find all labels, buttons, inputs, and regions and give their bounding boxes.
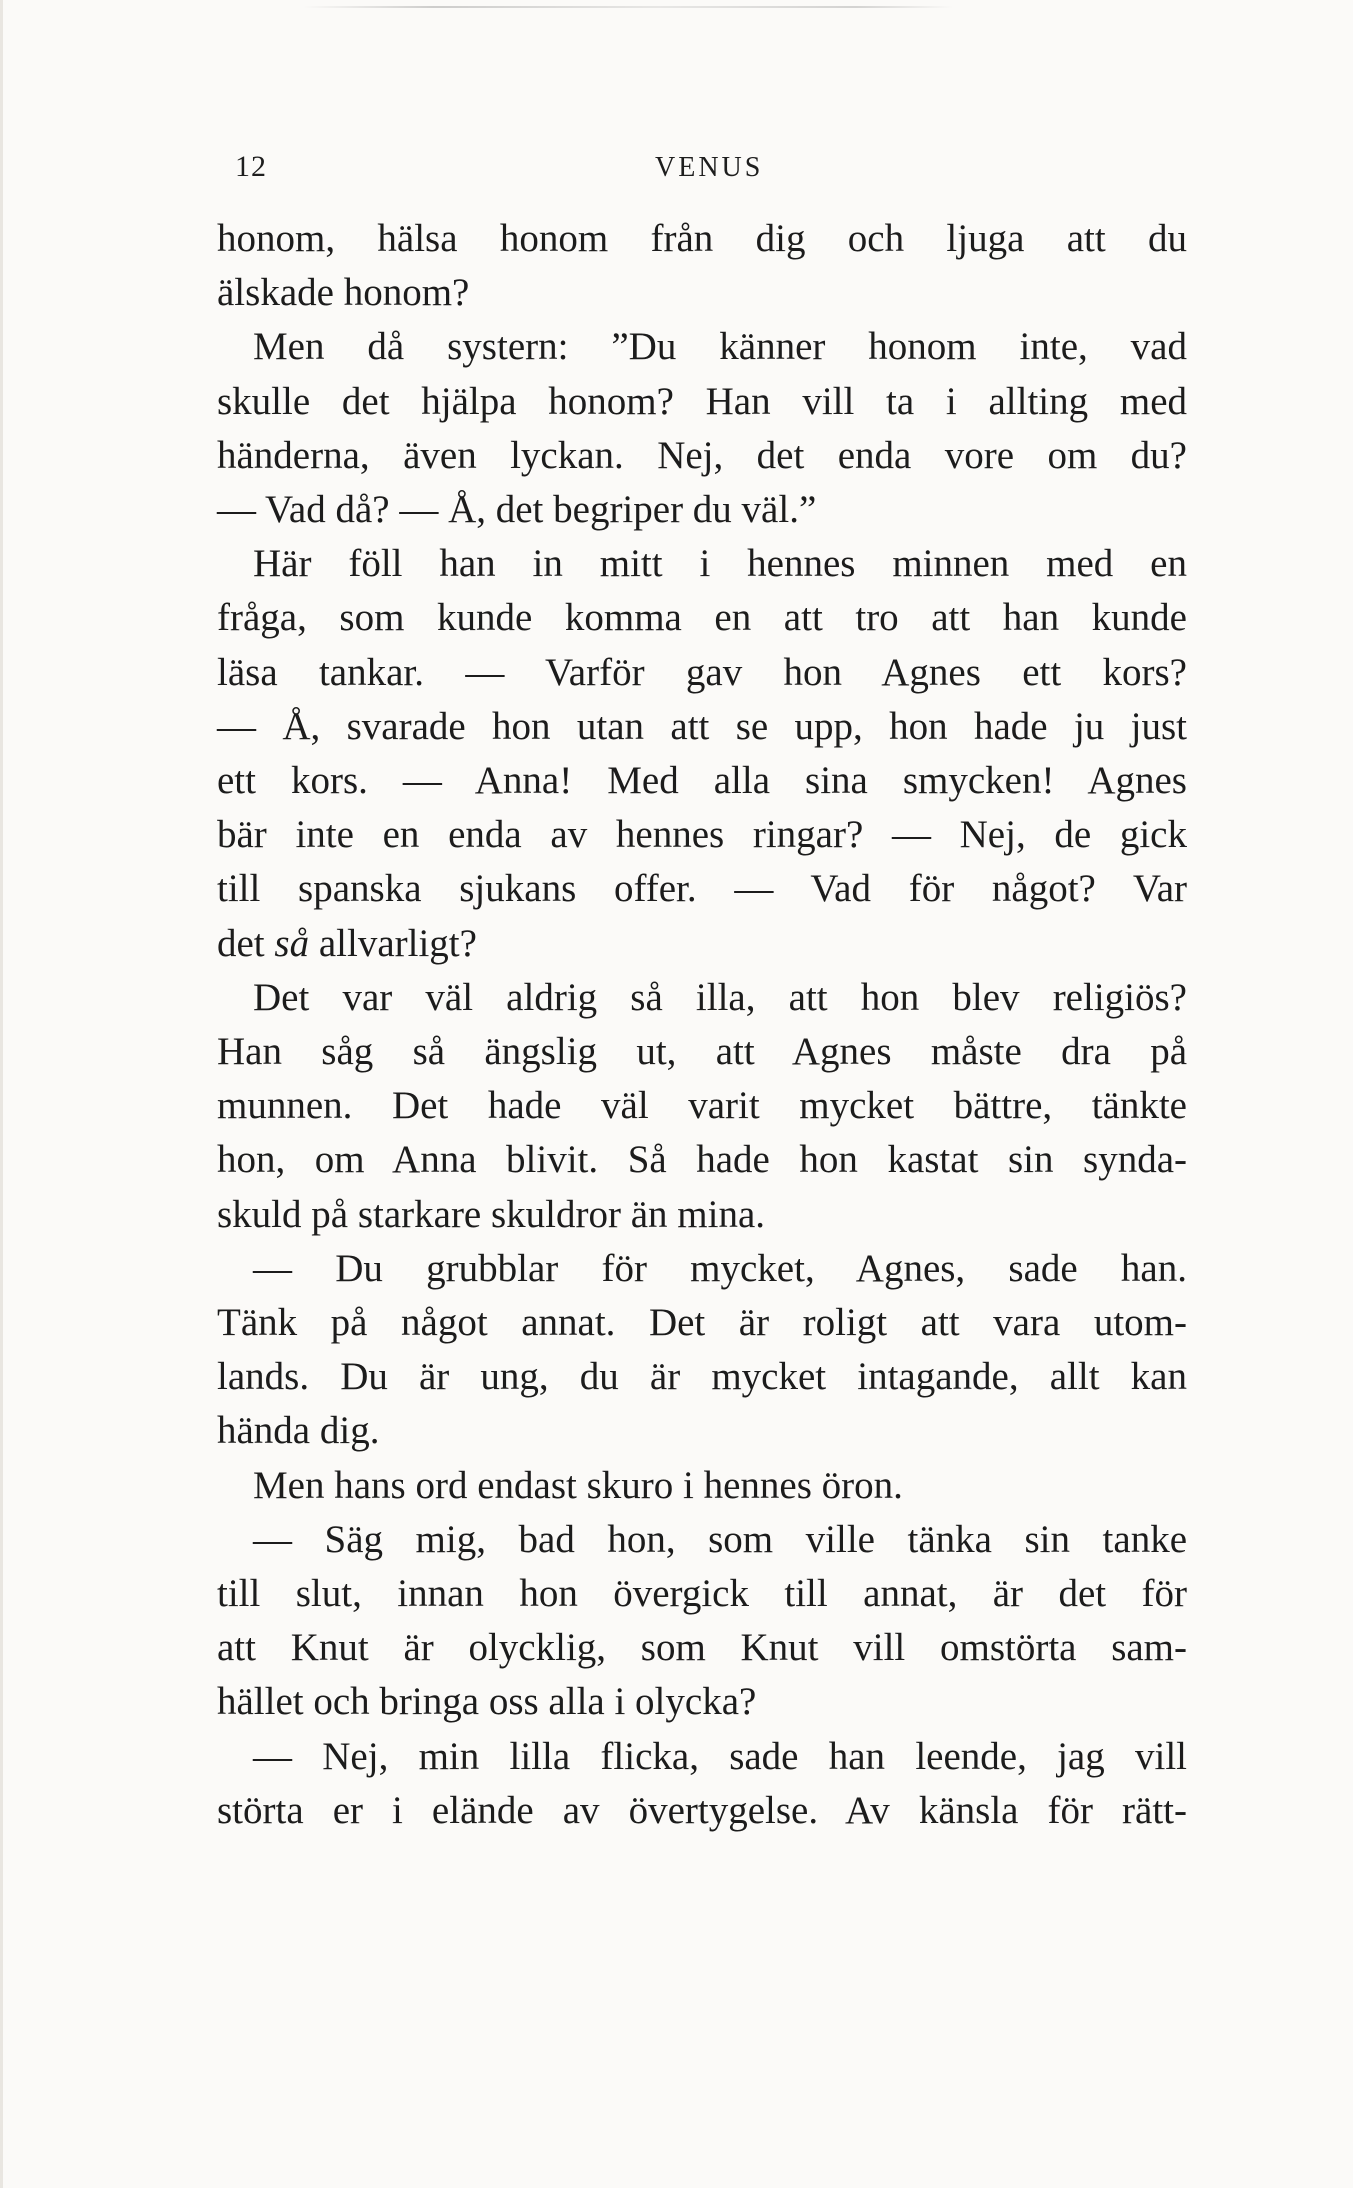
text-line: älskade honom? [217, 271, 470, 315]
text-line: till spanska sjukans offer. — Vad för något? Var [217, 867, 1187, 911]
text-line: störta er i elände av övertygelse. Av känsla för rätt- [217, 1788, 1187, 1832]
text-line: Tänk på något annat. Det är roligt att vara utom- [217, 1301, 1187, 1345]
text-line: — Nej, min lilla flicka, sade han leende, jag vill [253, 1734, 1187, 1778]
text-line: bär inte en enda av hennes ringar? — Nej, de gick [217, 813, 1187, 857]
page-top-edge [303, 6, 953, 8]
text-line: att Knut är olycklig, som Knut vill omstörta sam- [217, 1626, 1187, 1670]
text-line: hända dig. [217, 1409, 380, 1453]
text-line: fråga, som kunde komma en att tro att han kunde [217, 596, 1187, 640]
text-line: — Vad då? — Å, det begriper du väl.” [217, 488, 817, 532]
text-line: Men då systern: ”Du känner honom inte, vad [253, 325, 1187, 369]
text-line: — Du grubblar för mycket, Agnes, sade han. [253, 1246, 1187, 1290]
text-fragment: allvarligt? [309, 921, 477, 965]
text-line: Han såg så ängslig ut, att Agnes måste dra på [217, 1030, 1187, 1074]
body-text [217, 212, 1187, 1838]
text-line: honom, hälsa honom från dig och ljuga att du [217, 217, 1187, 260]
text-line: läsa tankar. — Varför gav hon Agnes ett kors? [217, 650, 1187, 694]
text-line: munnen. Det hade väl varit mycket bättre, tänkte [217, 1084, 1187, 1128]
running-header [229, 150, 1189, 190]
text-line [217, 917, 1187, 971]
text-line: lands. Du är ung, du är mycket intagande, allt kan [217, 1355, 1187, 1399]
text-fragment: det [217, 921, 275, 965]
text-line: Det var väl aldrig så illa, att hon blev religiös? [253, 975, 1187, 1019]
text-line: skulle det hjälpa honom? Han vill ta i allting med [217, 379, 1187, 423]
emphasized-word: så [274, 921, 310, 965]
running-title: VENUS [655, 152, 764, 183]
text-line: — Säg mig, bad hon, som ville tänka sin tanke [253, 1517, 1187, 1561]
text-line: Här föll han in mitt i hennes minnen med en [253, 542, 1187, 586]
text-line: hon, om Anna blivit. Så hade hon kastat sin synda- [217, 1138, 1187, 1182]
text-line: till slut, innan hon övergick till annat, är det för [217, 1572, 1187, 1616]
text-line: händerna, även lyckan. Nej, det enda vore om du? [217, 433, 1187, 477]
text-line: Men hans ord endast skuro i hennes öron. [253, 1463, 903, 1507]
text-line: — Å, svarade hon utan att se upp, hon hade ju just [217, 704, 1187, 748]
text-line: ett kors. — Anna! Med alla sina smycken! Agnes [217, 759, 1187, 803]
text-line: hället och bringa oss alla i olycka? [217, 1680, 757, 1724]
page-number: 12 [235, 150, 267, 183]
text-line: skuld på starkare skuldror än mina. [217, 1192, 766, 1236]
